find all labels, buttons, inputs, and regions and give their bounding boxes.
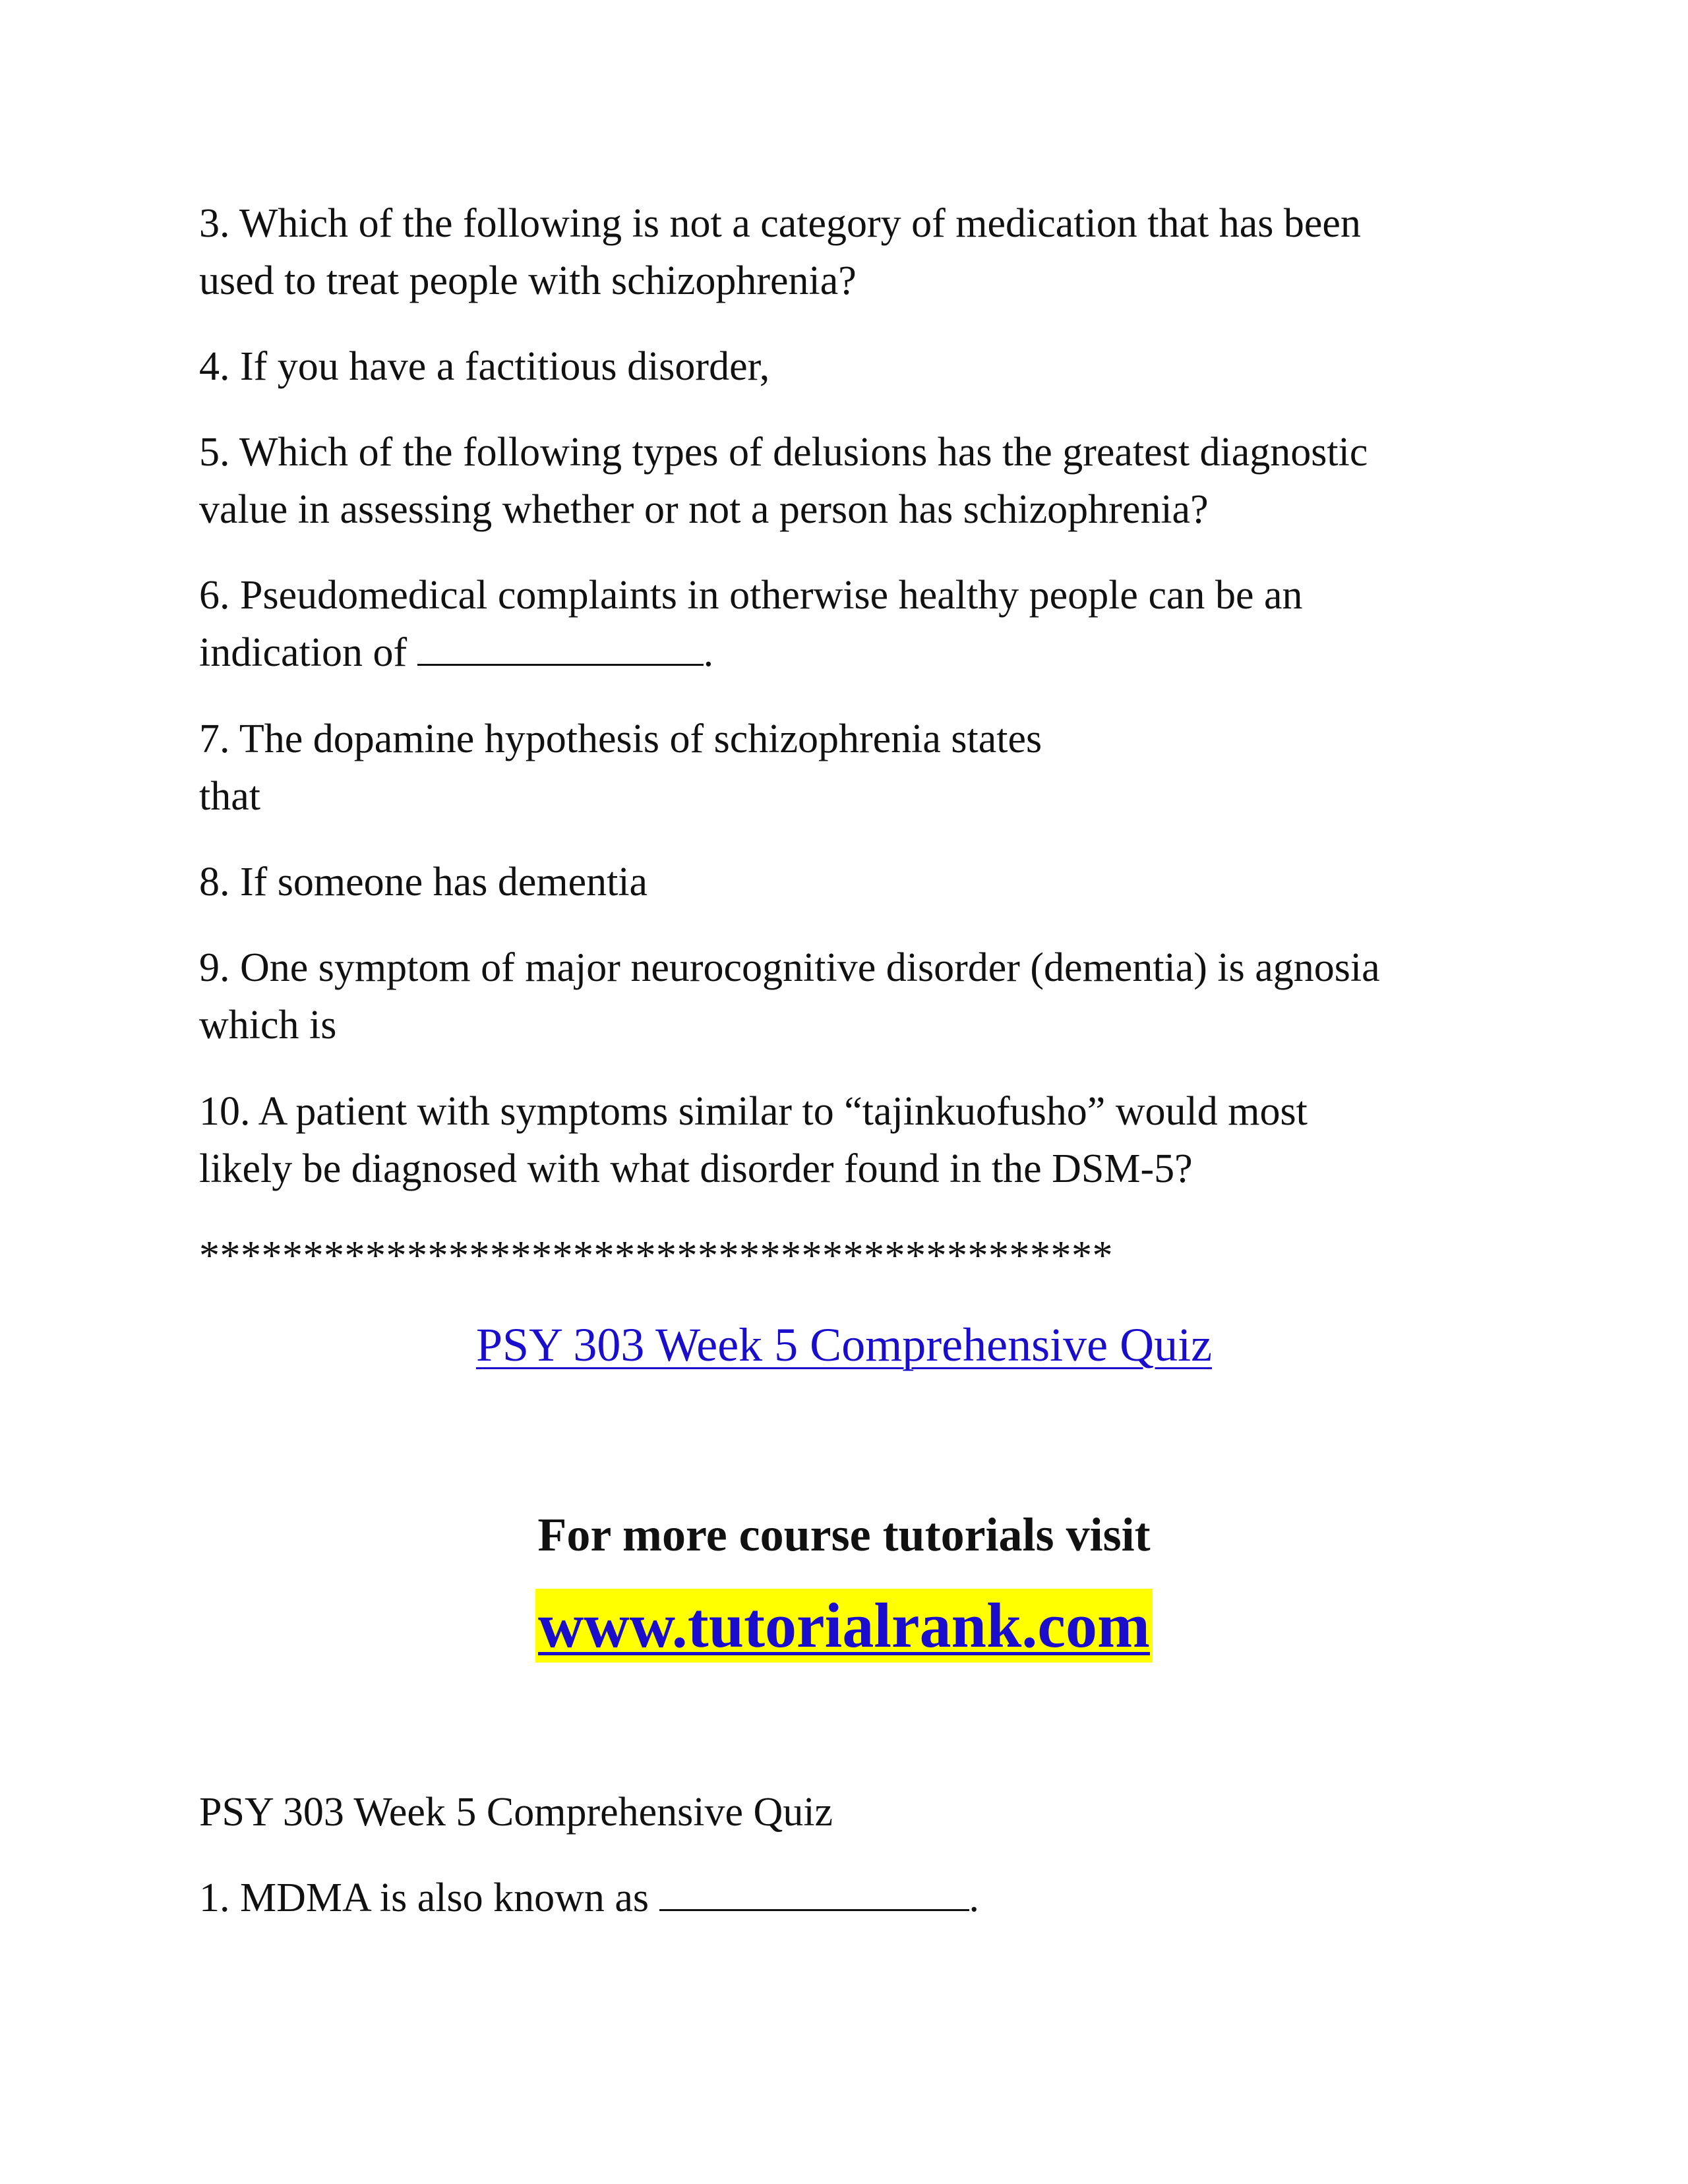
site-link[interactable]: www.tutorialrank.com (535, 1589, 1153, 1663)
quiz-title (199, 1784, 1518, 1841)
question-7-line-1: 7. The dopamine hypothesis of schizophrenia states (199, 717, 1042, 761)
separator-line: ******************************************** (199, 1233, 1113, 1278)
answer-blank (659, 1872, 969, 1911)
site-link-wrapper (0, 1589, 1688, 1663)
question-1 (199, 1870, 1518, 1927)
question-6-line-2 (199, 624, 1518, 682)
question-6-suffix: . (703, 630, 714, 675)
question-3-line-2: used to treat people with schizophrenia? (199, 258, 857, 303)
question-6 (199, 567, 1518, 682)
question-3-line-1: 3. Which of the following is not a category of medication that has been (199, 201, 1361, 246)
question-3 (199, 195, 1518, 310)
question-10-line-2: likely be diagnosed with what disorder found in the DSM-5? (199, 1146, 1193, 1191)
question-9 (199, 939, 1518, 1054)
question-8 (199, 854, 1518, 911)
question-4-line-1: 4. If you have a factitious disorder, (199, 344, 770, 389)
question-1-prefix: 1. MDMA is also known as (199, 1875, 659, 1920)
question-10 (199, 1083, 1518, 1198)
question-6-line-1: 6. Pseudomedical complaints in otherwise healthy people can be an (199, 573, 1303, 618)
question-5-line-2: value in assessing whether or not a person has schizophrenia? (199, 487, 1209, 532)
question-10-line-1: 10. A patient with symptoms similar to “tajinkuofusho” would most (199, 1089, 1308, 1134)
question-1-suffix: . (969, 1875, 980, 1920)
question-7-line-2: that (199, 774, 260, 819)
question-5-line-1: 5. Which of the following types of delusions has the greatest diagnostic (199, 430, 1368, 475)
quiz-link[interactable]: PSY 303 Week 5 Comprehensive Quiz (475, 1318, 1213, 1371)
question-9-line-1: 9. One symptom of major neurocognitive disorder (dementia) is agnosia (199, 945, 1380, 990)
question-1-line-1 (199, 1870, 1518, 1927)
question-8-line-1: 8. If someone has dementia (199, 860, 648, 904)
answer-blank (417, 627, 704, 666)
quiz-title-text: PSY 303 Week 5 Comprehensive Quiz (199, 1790, 833, 1835)
question-7 (199, 711, 1518, 825)
question-9-line-2: which is (199, 1003, 337, 1048)
question-5 (199, 424, 1518, 539)
question-6-prefix: indication of (199, 630, 417, 675)
visit-heading: For more course tutorials visit (537, 1508, 1151, 1561)
question-4 (199, 338, 1518, 396)
